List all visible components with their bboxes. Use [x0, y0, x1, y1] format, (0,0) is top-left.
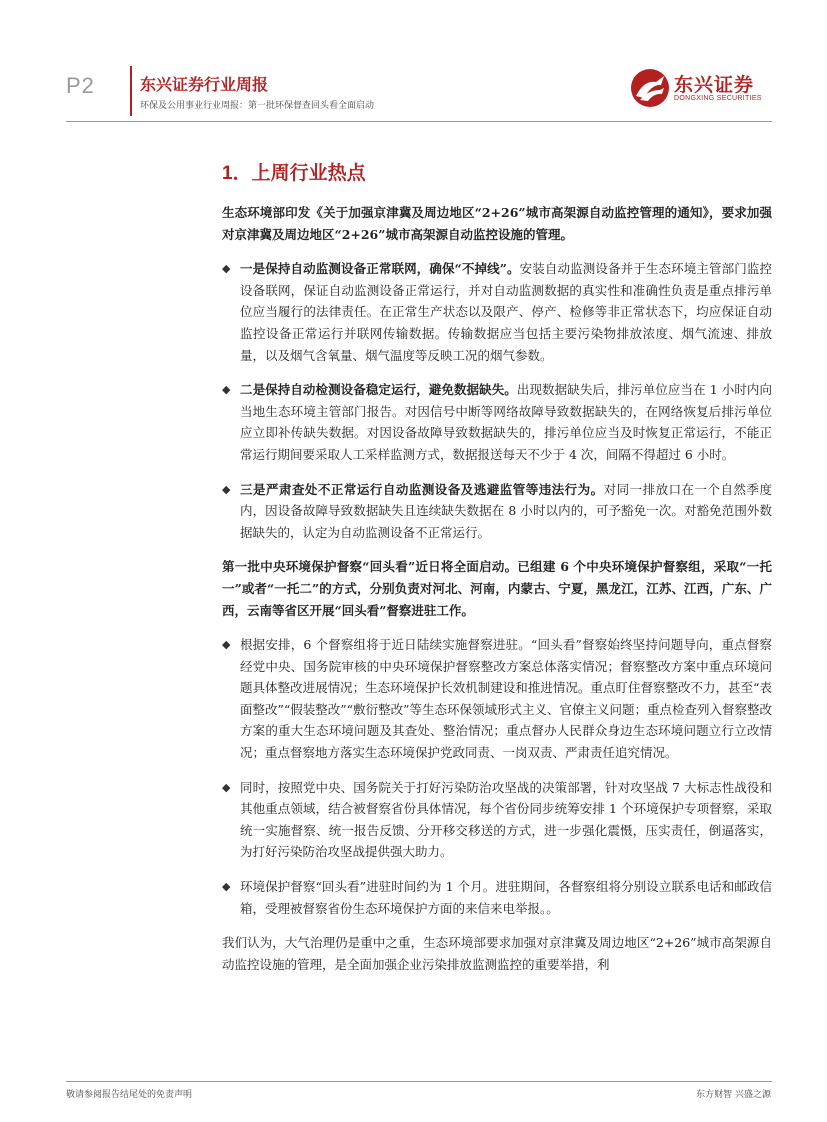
diamond-bullet-icon: ◆ — [222, 780, 231, 794]
section-title: 1．上周行业热点 — [222, 163, 366, 184]
logo-english-text: DONGXING SECURITIES — [674, 95, 762, 102]
bullet-text: 安装自动监测设备并于生态环境主管部门监控设备联网，保证自动监测设备正常运行，并对自动监测数据的真实性和准确性负责是重点排污单位应当履行的法律责任。在正常生产状态以及限产、停产、检修等非正常状态下，均应保证自动监控设备正常运行并联网传输数据。传输数据应当包括主要污染物排放浓度、烟气流速、排放量，以及烟气含氧量、烟气温度等反映工况的烟气参数。 — [240, 261, 772, 363]
bullet-lead: 二是保持自动检测设备稳定运行，避免数据缺失。 — [240, 382, 517, 398]
bullet-text: 环境保护督察“回头看”进驻时间约为 1 个月。进驻期间，各督察组将分别设立联系电话和邮政信箱，受理被督察省份生态环境保护方面的来信来电举报。。 — [240, 879, 772, 916]
diamond-bullet-icon: ◆ — [222, 638, 231, 652]
bullet-item — [222, 876, 772, 919]
bullet-item — [222, 479, 772, 544]
bullet-lead: 一是保持自动监测设备正常联网，确保“不掉线”。 — [240, 261, 520, 277]
logo-mark-icon — [630, 68, 670, 108]
bullet-item — [222, 634, 772, 764]
company-logo — [630, 68, 770, 112]
paragraph-1: 生态环境部印发《关于加强京津冀及周边地区“2+26”城市高架源自动监控管理的通知》，要求加强对京津冀及周边地区“2+26”城市高架源自动监控设施的管理。 — [222, 205, 772, 242]
bullet-lead: 三是严肃查处不正常运行自动监测设备及逃避监管等违法行为。 — [240, 481, 604, 497]
header-divider — [130, 66, 132, 116]
bullet-text: 同时，按照党中央、国务院关于打好污染防治攻坚战的决策部署，针对攻坚战 7 大标志性战役和其他重点领域，结合被督察省份具体情况，每个省份同步统筹安排 1 个环境保护专项督察，采取统一实施督察、统一报告反馈、分开移交移送的方式，进一步强化震慑，压实责任，倒逼落实，为打好污染防治攻坚战提供强大助力。 — [240, 779, 772, 860]
footer-slogan: 东方财智 兴盛之源 — [696, 1090, 771, 1100]
bullet-item — [222, 777, 772, 863]
diamond-bullet-icon: ◆ — [222, 482, 231, 496]
bullet-item — [222, 379, 772, 465]
bullet-text: 根据安排，6 个督察组将于近日陆续实施督察进驻。“回头看”督察始终坚持问题导向，重点督察经党中央、国务院审核的中央环境保护督察整改方案总体落实情况；督察整改方案中重点环境问题具体整改进展情况；生态环境保护长效机制建设和推进情况。重点盯住督察整改不力，甚至“表面整改”“假装整改”“敷衍整改”等生态环保领域形式主义、官僚主义问题；重点检查列入督察整改方案的重大生态环境问题及其查处、整治情况；重点督办人民群众身边生态环境问题立行立改情况；重点督察地方落实生态环境保护党政同责、一岗双责、严肃责任追究情况。 — [240, 637, 772, 761]
bullet-text: 出现数据缺失后，排污单位应当在 1 小时内向当地生态环境主管部门报告。对因信号中断等网络故障导致数据缺失的，在网络恢复后排污单位应立即补传缺失数据。对因设备故障导致数据缺失的，排污单位应当及时恢复正常运行，不能正常运行期间要采取人工采样监测方式，数据报送每天不少于 4 次，间隔不得超过 6 小时。 — [240, 382, 772, 462]
logo-text: 东兴证券 — [674, 75, 755, 96]
footer-rule — [66, 1081, 772, 1082]
paragraph-3: 我们认为，大气治理仍是重中之重，生态环境部要求加强对京津冀及周边地区“2+26”城市高架源自动监控设施的管理，是全面加强企业污染排放监测监控的重要举措，利 — [222, 935, 772, 972]
paragraph-2: 第一批中央环境保护督察“回头看”近日将全面启动。已组建 6 个中央环境保护督察组，采取“一托一”或者“一托二”的方式，分别负责对河北、河南，内蒙古、宁夏，黑龙江，江苏、江西，广东、广西，云南等省区开展“回头看”督察进驻工作。 — [222, 559, 772, 618]
header-rule — [66, 121, 772, 122]
diamond-bullet-icon: ◆ — [222, 880, 231, 894]
report-title: 东兴证券行业周报 — [140, 77, 269, 94]
report-subtitle: 环保及公用事业行业周报：第一批环保督查回头看全面启动 — [140, 101, 375, 111]
diamond-bullet-icon: ◆ — [222, 262, 231, 276]
bullet-text: 对同一排放口在一个自然季度内，因设备故障导致数据缺失且连续缺失数据在 8 小时以内的，可予豁免一次。对豁免范围外数据缺失的，认定为自动监测设备不正常运行。 — [240, 481, 772, 540]
bullet-item — [222, 258, 772, 366]
diamond-bullet-icon: ◆ — [222, 383, 231, 397]
page-number: P2 — [66, 73, 95, 98]
main-content — [222, 202, 772, 988]
footer-disclaimer: 敬请参阅报告结尾处的免责声明 — [66, 1090, 193, 1100]
